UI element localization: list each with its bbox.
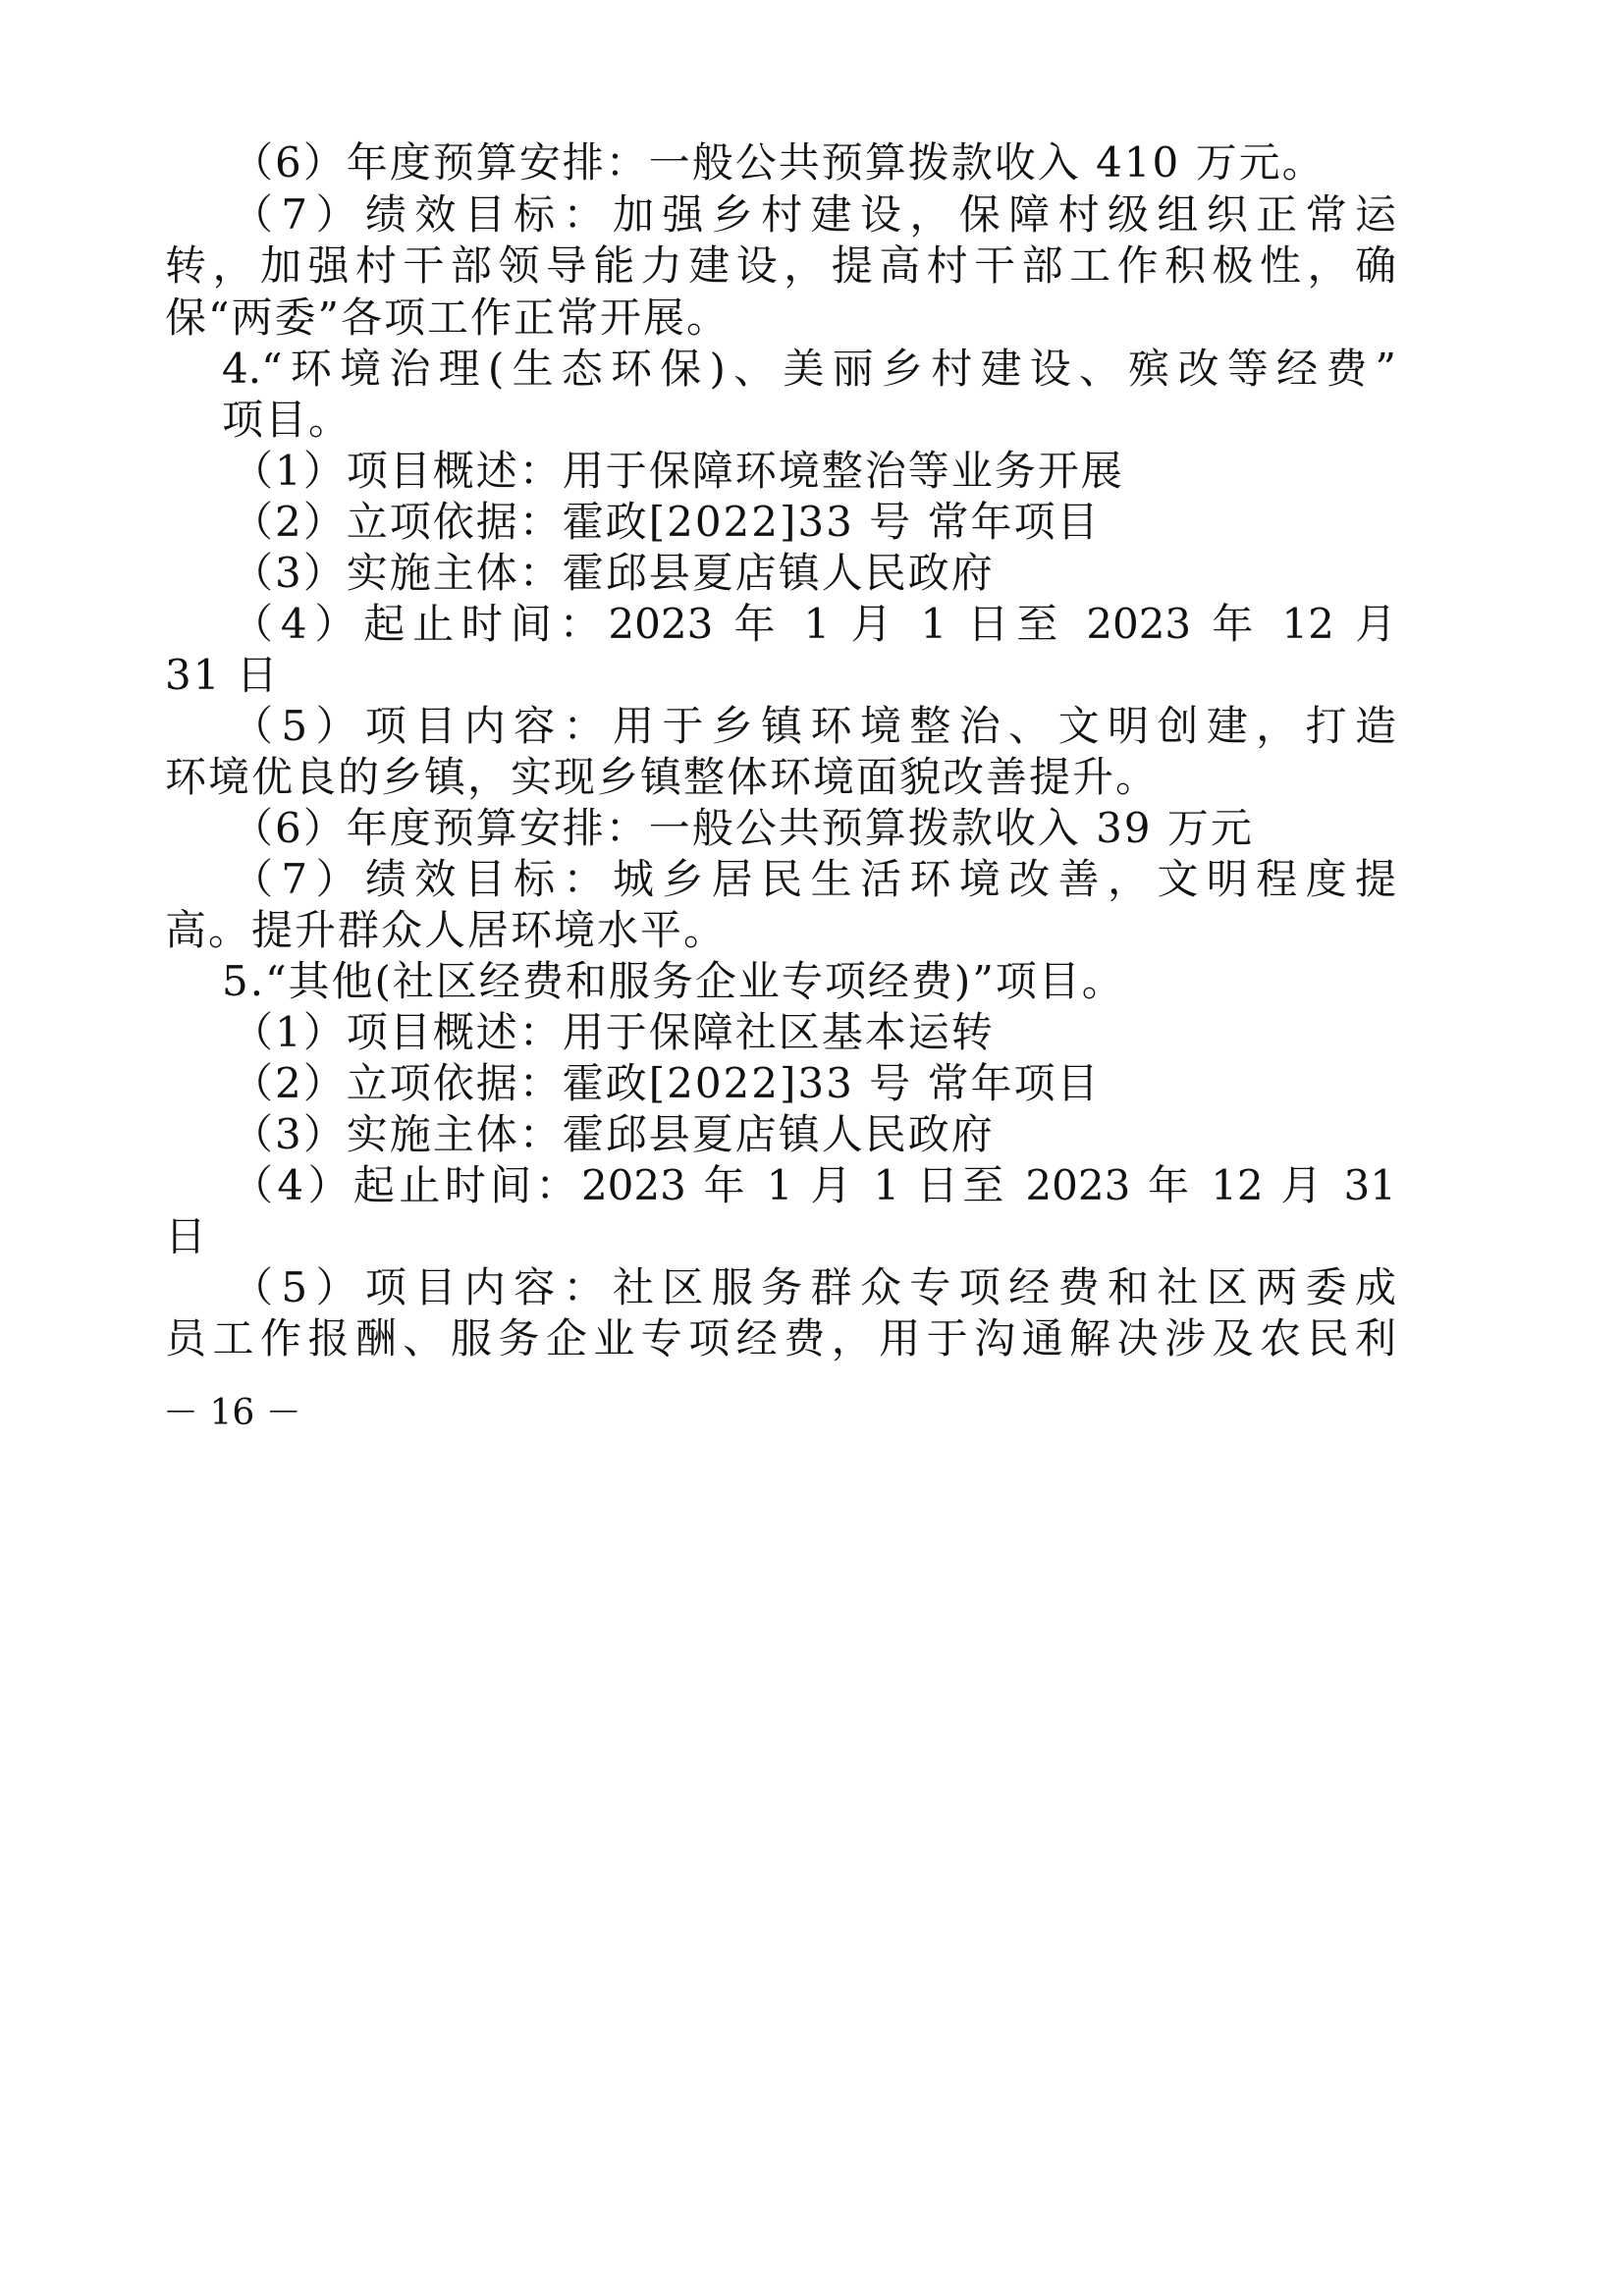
text-line: 转，加强村干部领导能力建设，提高村干部工作积极性，确 (165, 241, 1396, 290)
section-heading: 4.“环境治理(生态环保)、美丽乡村建设、殡改等经费” (222, 345, 1396, 393)
text-line: 保“两委”各项工作正常开展。 (165, 294, 730, 342)
text-line: （6）年度预算安排：一般公共预算拨款收入 410 万元。 (232, 138, 1326, 187)
text-line: （1）项目概述：用于保障社区基本运转 (232, 1008, 995, 1056)
text-line: （4）起止时间：2023 年 1 月 1 日至 2023 年 12 月 (232, 600, 1396, 648)
section-heading: 5.“其他(社区经费和服务企业专项经费)”项目。 (222, 957, 1125, 1005)
section-heading-continued: 项目。 (222, 396, 352, 444)
text-line: （3）实施主体：霍邱县夏店镇人民政府 (232, 1110, 995, 1158)
text-line: 日 (165, 1212, 209, 1260)
text-line: （2）立项依据：霍政[2022]33 号 常年项目 (232, 1059, 1101, 1107)
text-line: （5）项目内容：用于乡镇环境整治、文明创建，打造 (232, 702, 1396, 750)
text-line: （1）项目概述：用于保障环境整治等业务开展 (232, 447, 1124, 495)
text-line: （2）立项依据：霍政[2022]33 号 常年项目 (232, 498, 1101, 546)
text-line: 员工作报酬、服务企业专项经费，用于沟通解决涉及农民利 (165, 1314, 1396, 1362)
text-line: （7）绩效目标：城乡居民生活环境改善，文明程度提 (232, 855, 1396, 903)
text-line: 31 日 (165, 651, 280, 699)
text-line: （4）起止时间：2023 年 1 月 1 日至 2023 年 12 月 31 (232, 1161, 1396, 1209)
text-line: 高。提升群众人居环境水平。 (165, 906, 728, 954)
page-number: － 16 － (163, 1393, 301, 1433)
text-line: （6）年度预算安排：一般公共预算拨款收入 39 万元 (232, 804, 1254, 852)
text-line: （5）项目内容：社区服务群众专项经费和社区两委成 (232, 1263, 1396, 1311)
text-line: 环境优良的乡镇，实现乡镇整体环境面貌改善提升。 (165, 753, 1160, 801)
text-line: （3）实施主体：霍邱县夏店镇人民政府 (232, 549, 995, 597)
text-line: （7）绩效目标：加强乡村建设，保障村级组织正常运 (232, 190, 1396, 239)
